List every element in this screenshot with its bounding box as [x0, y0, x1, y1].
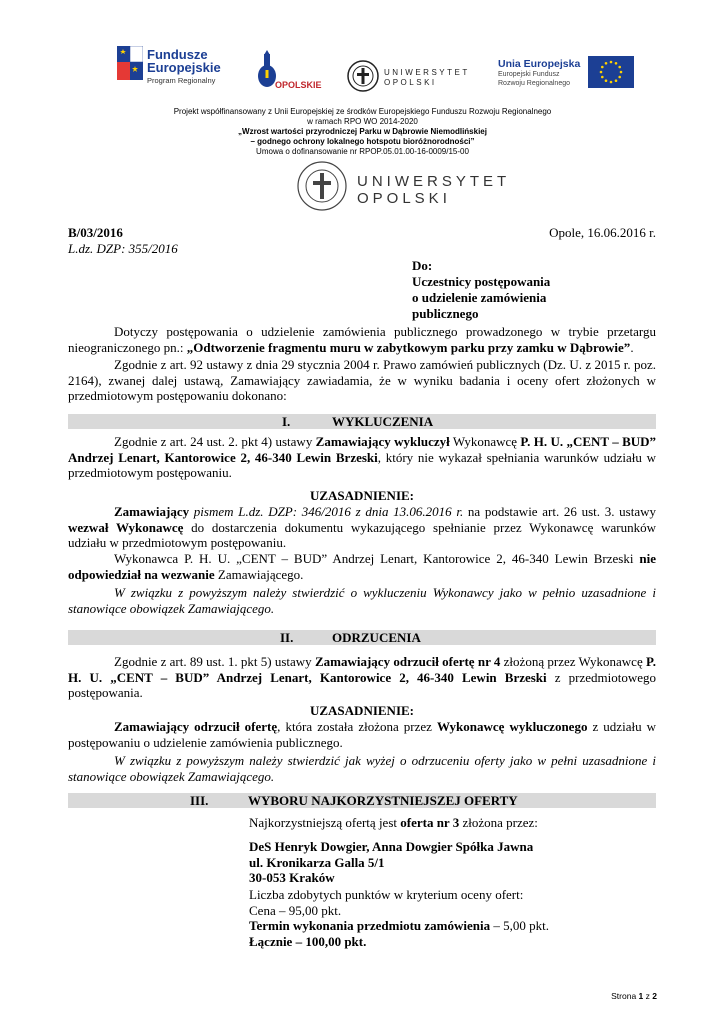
- s2-p1-d: P. H. U. „CENT – BUD” Andrzej Lenart, Kantorowice 2, 46-340 Lewin Brzeski: [68, 654, 656, 685]
- section-1-justification-heading: UZASADNIENIE:: [309, 488, 415, 503]
- winning-offer-line: [249, 815, 656, 831]
- footer-label: Strona: [611, 991, 639, 1001]
- company-street: ul. Kronikarza Galla 5/1: [249, 854, 385, 870]
- intro-p1-end: .: [630, 339, 634, 355]
- s1-p1-e: , który nie wykazał spełniania warunków udziału w przedmiotowym postępowaniu.: [68, 449, 656, 480]
- s2-p1-e: z przedmiotowego postępowania.: [68, 669, 656, 700]
- ue-sub-1: Europejski Fundusz: [498, 71, 560, 78]
- uni-big-line-2: OPOLSKI: [357, 190, 451, 207]
- addressee-label: Do:: [412, 258, 433, 273]
- project-info-line-2: w ramach RPO WO 2014-2020: [307, 117, 418, 126]
- s2-p2-a: Zamawiający odrzucił ofertę: [114, 719, 278, 734]
- project-info-line-5: Umowa o dofinansowanie nr RPOP.05.01.00-16-0009/15-00: [256, 147, 469, 156]
- fe-logo-text: [147, 48, 221, 87]
- fe-subtitle: Program Regionalny: [147, 76, 216, 85]
- section-2-paragraph-3: W związku z powyższym należy stwierdzić jak wyżej o odrzuceniu oferty jako w pełni uzasadnione i stanowiące obowiązek Zamawiającego.: [68, 753, 656, 784]
- intro-project-title: „Odtworzenie fragmentu muru w zabytkowym parku przy zamku w Dąbrowie”: [186, 339, 631, 355]
- section-2-paragraph-2: [68, 719, 656, 750]
- section-2-paragraph-1: [68, 654, 656, 701]
- intro-paragraph-2: Zgodnie z art. 92 ustawy z dnia 29 stycznia 2004 r. Prawo zamówień publicznych (Dz. U. z 2015 r. poz. 2164), zwanej dalej ustawą, Zamawiający zawiadamia, że w wyniku badania i oceny ofert złożonych w przedmiotowym postępowaniu dokonano:: [68, 357, 656, 403]
- points-deadline-label: Termin wykonania przedmiotu zamówienia: [249, 918, 491, 933]
- section-1-title: WYKLUCZENIA: [332, 414, 434, 429]
- uni-opole-big-seal: [297, 161, 347, 211]
- project-info-line-4: – godnego ochrony lokalnego hotspotu bioróżnorodności”: [250, 137, 475, 146]
- s1-p2-c: na podstawie art. 26 ust. 3. ustawy: [463, 504, 656, 519]
- intro-p1-text: Dotyczy postępowania o udzielenie zamówienia publicznego prowadzonego w trybie przetargu nieograniczonego pn.:: [68, 324, 656, 355]
- addressee: [412, 258, 550, 322]
- footer-page: 1: [638, 991, 644, 1001]
- addressee-line-1: Uczestnicy postępowania: [412, 274, 551, 289]
- section-1-number: I.: [282, 414, 291, 429]
- s3-l1-a: Najkorzystniejszą ofertą jest: [249, 815, 401, 830]
- reference: [68, 225, 178, 257]
- points-label: Liczba zdobytych punktów w kryterium oceny ofert:: [249, 887, 524, 902]
- uni-opole-small-seal: [347, 60, 379, 92]
- reference-number: B/03/2016: [68, 225, 123, 240]
- document-date: Opole, 16.06.2016 r.: [549, 225, 656, 240]
- s1-p2-e: do dostarczenia dokumentu wykazującego spełnianie przez Wykonawcę warunków udziału w przedmiotowym postępowaniu.: [68, 519, 656, 550]
- points-price: Cena – 95,00 pkt.: [249, 902, 342, 918]
- s3-l1-c: złożona przez:: [459, 815, 538, 830]
- s1-p3-b: nie odpowiedział na wezwanie: [68, 551, 656, 582]
- fe-title-2: Europejskie: [147, 60, 221, 75]
- project-info-line-3: „Wzrost wartości przyrodniczej Parku w Dąbrowie Niemodlińskiej: [238, 127, 487, 136]
- project-info: [0, 107, 725, 157]
- section-1-paragraph-2: [68, 504, 656, 551]
- footer-sep: z: [643, 991, 653, 1001]
- reference-dzp: L.dz. DZP: 355/2016: [68, 241, 178, 256]
- company-city: 30-053 Kraków: [249, 870, 335, 885]
- s2-p2-b: , która została złożona przez: [277, 719, 437, 734]
- section-1-header: [68, 414, 656, 429]
- uni-opole-small-text: [384, 68, 470, 88]
- uni-big-line-1: UNIWERSYTET: [357, 173, 511, 190]
- uni-small-line-1: UNIWERSYTET: [384, 68, 470, 77]
- section-3-title: WYBORU NAJKORZYSTNIEJSZEJ OFERTY: [248, 793, 518, 808]
- addressee-line-2: o udzielenie zamówienia: [412, 290, 547, 305]
- s1-p1-d: P. H. U. „CENT – BUD” Andrzej Lenart, Kantorowice 2, 46-340 Lewin Brzeski: [68, 434, 657, 465]
- s2-p1-c: złożoną przez Wykonawcę: [500, 654, 646, 669]
- s2-p2-d: z udziału w postępowaniu o udzielenie zamówienia publicznego.: [68, 719, 657, 750]
- fe-title: Fundusze: [147, 47, 208, 62]
- section-2-title: ODRZUCENIA: [332, 630, 421, 645]
- ue-logo-text: [498, 58, 580, 88]
- s2-p1-b: Zamawiający odrzucił ofertę nr 4: [314, 654, 501, 669]
- section-2-header: [68, 630, 656, 645]
- s1-p1-c: Wykonawcę: [449, 434, 521, 449]
- uni-opole-big-text: [357, 173, 510, 207]
- s1-p2-a: Zamawiający: [114, 504, 190, 519]
- section-2-number: II.: [280, 630, 294, 645]
- s3-offer-number: oferta nr 3: [400, 815, 460, 830]
- s1-p3-c: Zamawiającego.: [214, 566, 304, 582]
- section-3-header: [68, 793, 656, 808]
- page-footer: [611, 991, 657, 1001]
- uni-small-line-2: OPOLSKI: [384, 78, 437, 87]
- s1-p1-b: Zamawiający wykluczył: [315, 434, 450, 449]
- section-1-paragraph-3: [68, 551, 656, 582]
- addressee-line-3: publicznego: [412, 306, 479, 321]
- points-summary: [249, 887, 656, 949]
- winning-company: [249, 839, 656, 886]
- fe-logo: [117, 46, 143, 80]
- opolskie-text: OPOLSKIE: [275, 80, 322, 90]
- s2-p2-c: Wykonawcę wykluczonego: [437, 719, 588, 734]
- s1-p2-b: pismem L.dz. DZP: 346/2016 z dnia 13.06.2016 r.: [189, 504, 464, 519]
- ue-title: Unia Europejska: [498, 58, 581, 70]
- ue-sub-2: Rozwoju Regionalnego: [498, 80, 570, 87]
- s1-p1-a: Zgodnie z art. 24 ust. 2. pkt 4) ustawy: [114, 434, 316, 449]
- section-2-justification-heading: UZASADNIENIE:: [309, 703, 415, 718]
- intro-paragraph-1: [68, 324, 656, 355]
- project-info-line-1: Projekt współfinansowany z Unii Europejskiej ze środków Europejskiego Funduszu Rozwoju Regionalnego: [173, 107, 552, 116]
- s1-p3-a: Wykonawca P. H. U. „CENT – BUD” Andrzej Lenart, Kantorowice 2, 46-340 Lewin Brzeski: [114, 551, 640, 566]
- eu-flag: [588, 56, 634, 88]
- points-total: Łącznie – 100,00 pkt.: [249, 933, 367, 949]
- s2-p1-a: Zgodnie z art. 89 ust. 1. pkt 5) ustawy: [114, 654, 315, 669]
- points-deadline: [249, 918, 656, 934]
- points-deadline-value: – 5,00 pkt.: [490, 918, 549, 933]
- section-1-paragraph-4: W związku z powyższym należy stwierdzić o wykluczeniu Wykonawcy jako w pełnio uzasadnione i stanowiące obowiązek Zamawiającego.: [68, 585, 656, 616]
- company-name: DeS Henryk Dowgier, Anna Dowgier Spółka Jawna: [249, 839, 534, 854]
- s1-p2-d: wezwał Wykonawcę: [68, 519, 184, 535]
- footer-total: 2: [652, 991, 657, 1001]
- section-3-number: III.: [190, 793, 209, 808]
- section-1-paragraph-1: [68, 434, 656, 481]
